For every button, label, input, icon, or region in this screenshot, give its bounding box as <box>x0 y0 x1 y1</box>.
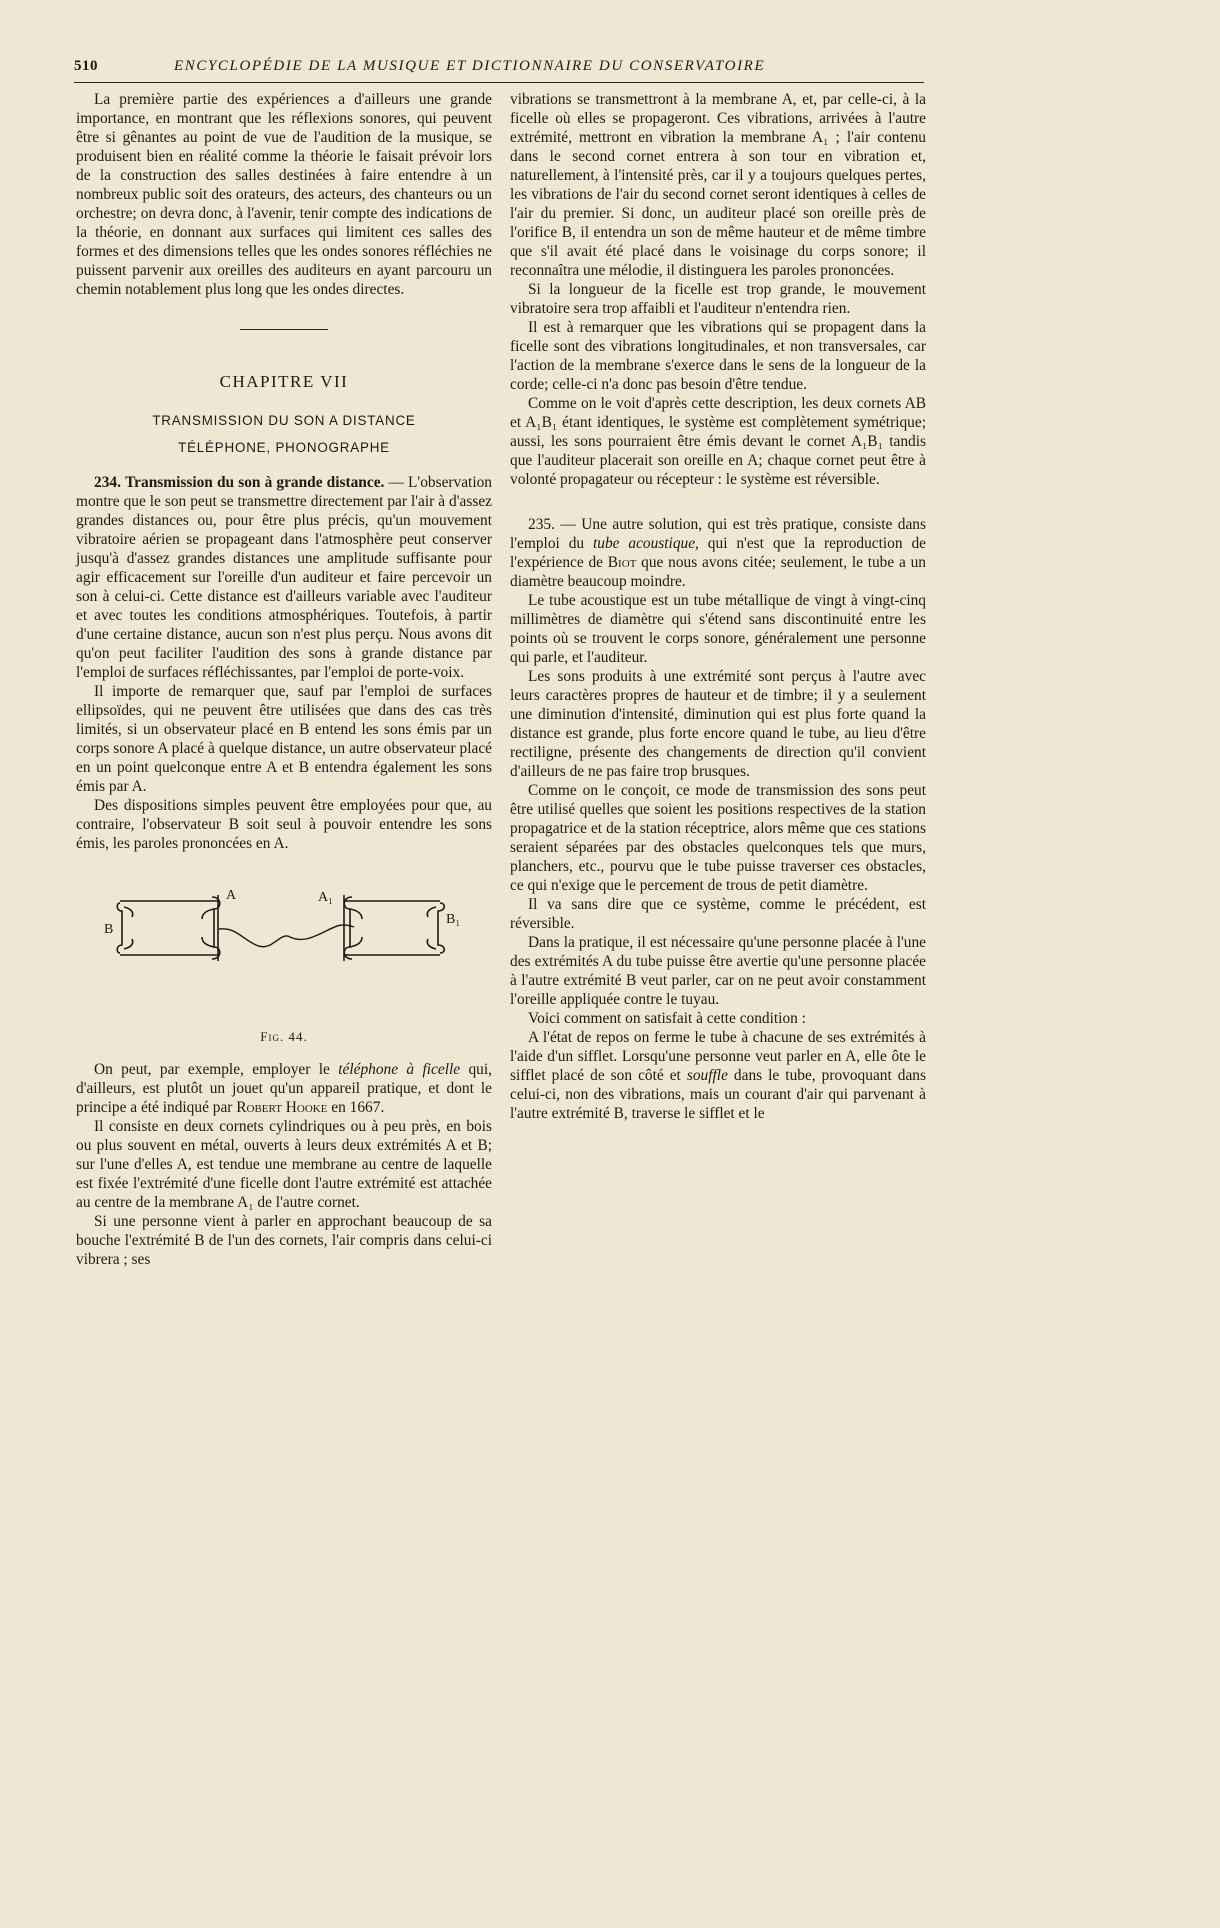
paragraph: Si la longueur de la ficelle est trop grande, le mouvement vibratoire sera trop affaibli et l'auditeur n'entendra rien. <box>510 281 926 317</box>
figure-caption: Fig. 44. <box>260 1029 308 1044</box>
text-run: A l'état de repos on ferme le tube à chacune de ses extrémités à l'aide d'un sifflet. Lorsqu'une personne veut parler en A, elle ôte le sifflet placé de son côté et <box>510 1029 926 1084</box>
section-dash: — <box>384 474 409 491</box>
string-telephone-diagram <box>76 873 492 1023</box>
text-run: — Une autre solution, qui est très pratique, consiste dans l'emploi du <box>510 516 926 552</box>
right-column <box>510 90 926 1123</box>
chapter-title: CHAPITRE VII <box>219 372 349 391</box>
intro-paragraph: La première partie des expériences a d'ailleurs une grande importance, en montrant que les réflexions sonores, qui peuvent être si gênantes au point de vue de l'audition de la musique, se produisent bien en réalité comme la théorie le faisait prévoir lors de la construction des salles destinées à faire entendre à un nombreux public soit des orateurs, des acteurs, des chanteurs ou un orchestre; on devra donc, à l'avenir, tenir compte des indications de la théorie, en donnant aux surfaces qui limitent ces salles des formes et des dimensions telles que les ondes sonores réfléchies ne puissent parvenir aux oreilles des auditeurs en ayant parcouru un chemin notablement plus long que les ondes directes. <box>76 91 492 298</box>
text-run: en 1667. <box>327 1099 385 1116</box>
paragraph: Comme on le conçoit, ce mode de transmission des sons peut être utilisé quelles que soient les positions respectives de la station propagatrice et de la station réceptrice, alors même que ces stations seraient séparées par des obstacles quelconques tels que murs, planchers, etc., pourvu que le tube puisse traverser ces obstacles, ce qui n'exige que le percement de trous de petit diamètre. <box>510 782 926 894</box>
paragraph: Le tube acoustique est un tube métallique de vingt à vingt-cinq millimètres de diamètre qui s'étend sans discontinuité entre les points où se trouvent le corps sonore, généralement une personne qui parle, et l'auditeur. <box>510 592 926 666</box>
page-number: 510 <box>74 58 98 74</box>
figure-label-a1: A₁ <box>318 890 333 905</box>
string-line <box>219 925 354 947</box>
left-cornet <box>117 895 220 961</box>
text-run: qui n'est que la reproduction de l'expérience de <box>510 535 926 571</box>
section-235-paragraph <box>510 515 926 591</box>
left-column <box>76 90 492 1269</box>
section-number: 234. <box>94 474 121 491</box>
text-run: qui, d'ailleurs, est plutôt un jouet qu'un appareil pratique, et dont le principe a été indiqué par <box>76 1061 492 1116</box>
paragraph: Il importe de remarquer que, sauf par l'emploi de surfaces ellipsoïdes, qui ne peuvent être utilisées que dans des cas très limités, si un observateur placé en B entend les sons émis par un corps sonore A placé à quelque distance, un autre observateur placé en un point quelconque entre A et B entendra également les sons émis par A. <box>76 683 492 795</box>
paragraph: Il est à remarquer que les vibrations qui se propagent dans la ficelle sont des vibrations longitudinales, et non transversales, car l'action de la membrane s'exerce dans le sens de la longueur de la corde; celle-ci n'a donc pas besoin d'être tendue. <box>510 319 926 393</box>
paragraph: Il consiste en deux cornets cylindriques ou à peu près, en bois ou plus souvent en métal, ouverts à leurs deux extrémités A et B; sur l'une d'elles A, est tendue une membrane au centre de laquelle est fixée l'extrémité d'une ficelle dont l'autre extrémité est attachée au centre de la membrane A₁ de l'autre cornet. <box>76 1118 492 1211</box>
right-cornet <box>344 895 444 961</box>
section-divider <box>240 329 328 330</box>
text-run: On peut, par exemple, employer le <box>94 1061 339 1078</box>
paragraph <box>76 1060 492 1117</box>
paragraph: Comme on le voit d'après cette description, les deux cornets AB et A₁B₁ étant identiques, le système est complètement symétrique; aussi, les sons pourraient être émis devant le cornet A₁B₁ tandis que l'auditeur placerait son oreille en A; chaque cornet peut être à volonté propagateur ou récepteur : le système est réversible. <box>510 395 926 488</box>
section-234-paragraph <box>76 473 492 682</box>
running-title: ENCYCLOPÉDIE DE LA MUSIQUE ET DICTIONNAIRE DU CONSERVATOIRE <box>174 58 766 74</box>
figure-44 <box>76 873 492 1023</box>
page-header <box>74 54 924 83</box>
person-name: Robert Hooke <box>236 1099 328 1116</box>
section-title: Transmission du son à grande distance. <box>125 474 385 491</box>
section-number: 235. <box>528 516 555 533</box>
paragraph: vibrations se transmettront à la membrane A, et, par celle-ci, à la ficelle où elles se propageront. Ces vibrations, arrivées à l'autre extrémité, mettront en vibration la membrane A₁ ; l'air contenu dans le second cornet entrera à son tour en vibration et, naturellement, à l'intensité près, car il y a toujours quelques pertes, les vibrations de l'air du second cornet seront identiques à celles de l'air du premier. Si donc, un auditeur placé son oreille près de l'orifice B, il entendra un son de même hauteur et de même timbre que s'il avait été placé dans le voisinage du corps sonore; il reconnaîtra une mélodie, il distinguera les paroles prononcées. <box>510 91 926 279</box>
paragraph: Des dispositions simples peuvent être employées pour que, au contraire, l'observateur B soit seul à pouvoir entendre les sons émis, les paroles prononcées en A. <box>76 797 492 852</box>
emphasis: tube acoustique, <box>592 535 699 552</box>
emphasis: téléphone à ficelle <box>338 1061 461 1078</box>
text-run: dans le tube, provoquant dans celui-ci, non des vibrations, mais un courant d'air qui parvenant à l'autre extrémité B, traverse le sifflet et le <box>510 1067 926 1122</box>
emphasis: souffle <box>686 1067 728 1084</box>
section-text: L'observation montre que le son peut se transmettre directement par l'air à d'assez grandes distances ou, pour être plus précis, qu'un mouvement vibratoire aérien se propageant dans l'atmosphère peut conserver jusqu'à d'assez grandes distances une amplitude suffisante pour agir efficacement sur l'oreille d'un auditeur et faire percevoir un son à celui-ci. Cette distance est d'ailleurs variable avec l'auditeur et avec toutes les conditions atmosphériques. Toutefois, à partir d'une certaine distance, aucun son n'est plus perçu. Nous avons dit qu'on peut faciliter l'audition des sons à grande distance par l'emploi de surfaces réfléchissantes, par l'emploi de porte-voix. <box>76 474 492 681</box>
figure-label-a: A <box>226 888 237 903</box>
paragraph: Les sons produits à une extrémité sont perçus à l'autre avec leurs caractères propres de hauteur et de timbre; il y a seulement une diminution d'intensité, diminution qui est plus forte quand la distance est grande, plus forte encore quand le tube, au lieu d'être rectiligne, présente des changements de direction qu'il convient d'ailleurs de ne pas faire trop brusques. <box>510 668 926 780</box>
paragraph: Il va sans dire que ce système, comme le précédent, est réversible. <box>510 896 926 932</box>
paragraph: Dans la pratique, il est nécessaire qu'une personne placée à l'une des extrémités A du tube puisse être avertie qu'une personne placée à l'autre extrémité B veut parler, car on ne peut avoir constamment l'oreille appliquée contre le tuyau. <box>510 934 926 1008</box>
paragraph: Voici comment on satisfait à cette condition : <box>528 1010 806 1027</box>
text-run: que nous avons citée; seulement, le tube a un diamètre beaucoup moindre. <box>510 554 926 590</box>
paragraph <box>510 1028 926 1123</box>
figure-label-b1: B₁ <box>446 912 461 927</box>
chapter-subtitle-2: TÉLÉPHONE, PHONOGRAPHE <box>178 440 390 455</box>
person-name: Biot <box>607 554 637 571</box>
paragraph: Si une personne vient à parler en approchant beaucoup de sa bouche l'extrémité B de l'un des cornets, l'air compris dans celui-ci vibrera ; ses <box>76 1213 492 1268</box>
chapter-subtitle-1: TRANSMISSION DU SON A DISTANCE <box>152 413 416 428</box>
figure-label-b: B <box>104 922 114 937</box>
